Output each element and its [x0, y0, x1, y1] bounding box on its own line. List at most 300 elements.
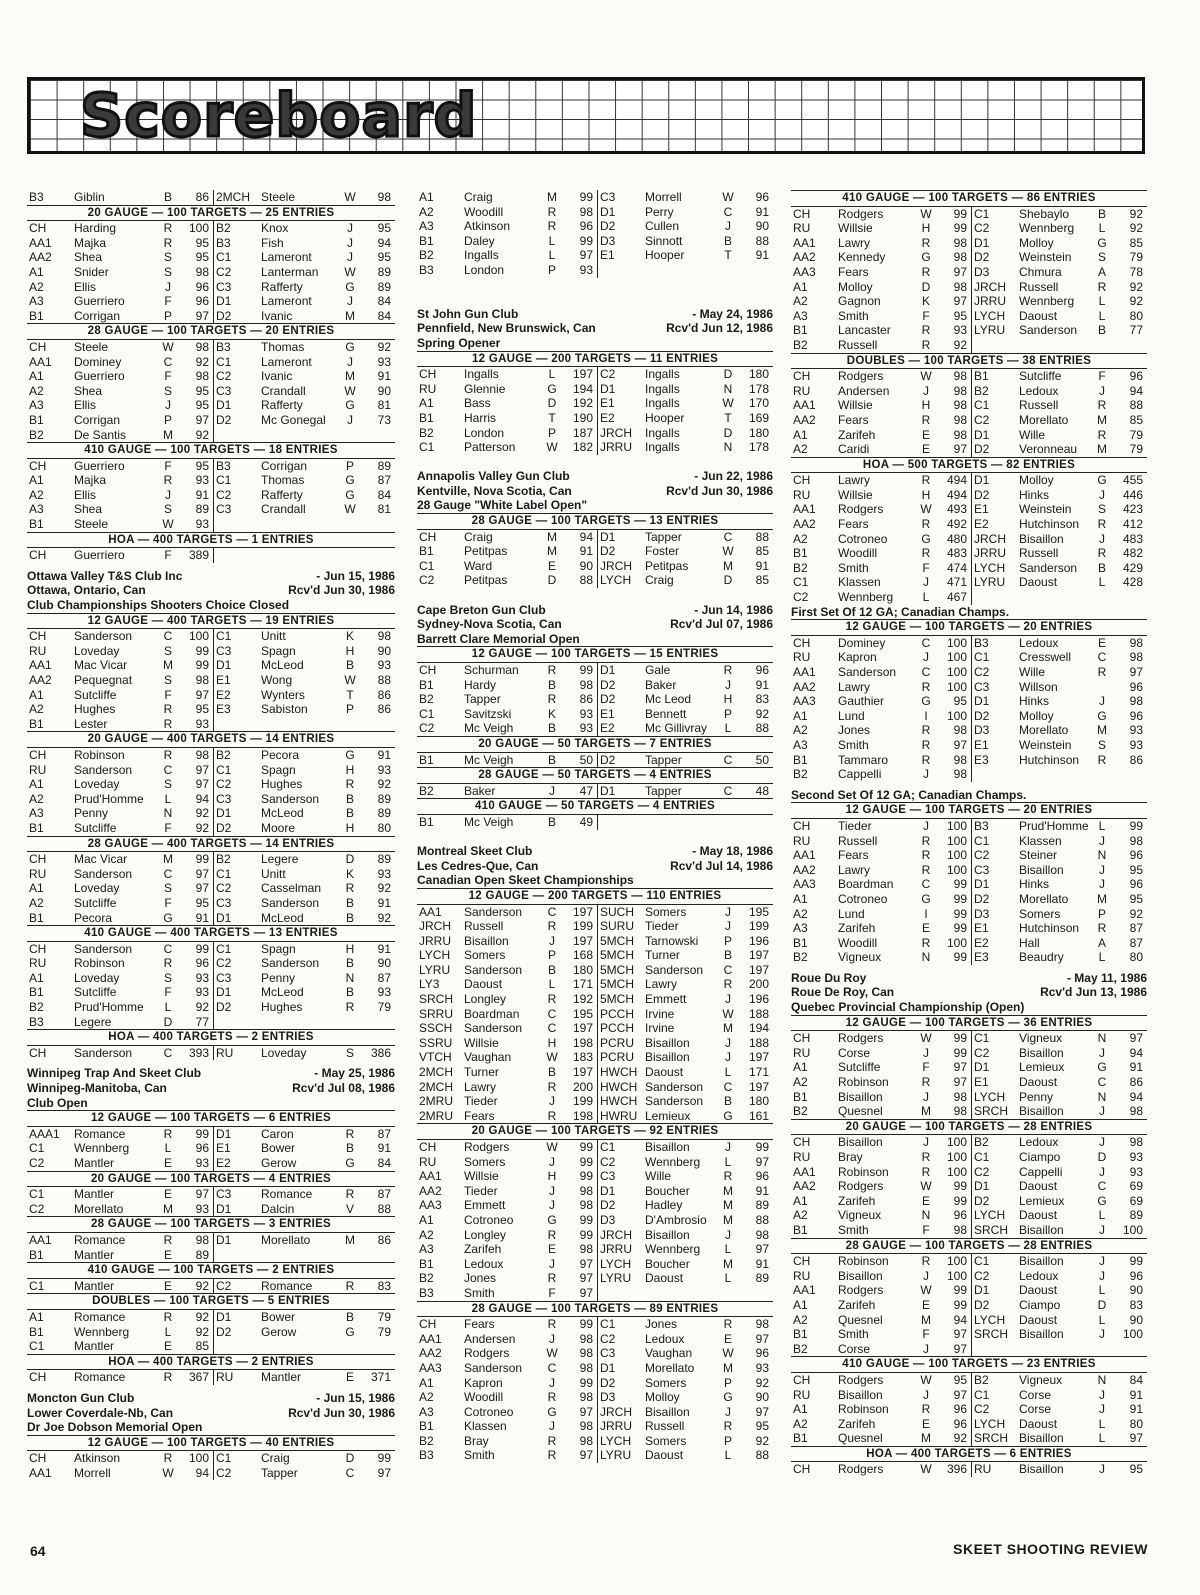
name-cell: Mac Vicar	[74, 658, 128, 673]
result-left	[27, 413, 214, 428]
grade-cell: H	[345, 762, 355, 777]
score-cell: 86	[377, 687, 391, 702]
name-cell: Weinstein	[1019, 737, 1072, 752]
result-right	[214, 911, 395, 926]
class-cell: SRRU	[419, 1006, 454, 1021]
result-right	[598, 1228, 773, 1243]
club-info-line	[27, 1420, 395, 1435]
club-info-right: Rcv'd Jul 07, 1986	[670, 617, 773, 632]
score-cell: 100	[946, 1268, 967, 1283]
name-cell: Bisaillon	[838, 1387, 883, 1402]
class-cell: RU	[793, 221, 811, 236]
score-cell: 171	[572, 977, 593, 992]
score-cell: 84	[377, 294, 391, 309]
class-cell: LYCH	[419, 948, 451, 963]
class-cell: PCCH	[600, 1006, 635, 1021]
class-cell: B3	[419, 1285, 434, 1300]
class-cell	[972, 338, 1019, 353]
score-cell: 100	[946, 708, 967, 723]
grade-cell: D	[723, 367, 733, 382]
result-right	[598, 1213, 773, 1228]
class-cell: AA2	[793, 862, 816, 877]
class-cell: E1	[974, 502, 989, 517]
score-cell: 99	[195, 658, 209, 673]
score-cell: 98	[1129, 694, 1143, 709]
grade-cell: J	[923, 1268, 929, 1283]
class-cell: RU	[216, 1045, 234, 1060]
result-left	[417, 1346, 598, 1361]
class-cell: B2	[793, 560, 808, 575]
grade-cell: J	[1099, 694, 1105, 709]
grade-cell: G	[921, 250, 931, 265]
name-cell: Boucher	[645, 1183, 690, 1198]
result-right	[972, 738, 1147, 753]
result-left	[417, 190, 598, 205]
class-cell: D3	[974, 906, 990, 921]
score-cell: 91	[755, 1256, 769, 1271]
name-cell: Steele	[74, 517, 109, 532]
class-cell: B1	[29, 716, 44, 731]
name-cell: Daoust	[1019, 1179, 1058, 1194]
result-row	[27, 1156, 395, 1171]
result-right	[972, 767, 1147, 782]
name-cell: Wennberg	[1019, 294, 1075, 309]
result-right	[972, 309, 1147, 324]
grade-cell: R	[345, 1187, 355, 1202]
class-cell: A2	[793, 1312, 808, 1327]
grade-cell: C	[163, 354, 173, 369]
result-left	[417, 1109, 598, 1124]
result-right	[972, 709, 1147, 724]
grade-cell: M	[723, 1212, 733, 1227]
score-cell	[1113, 1342, 1147, 1357]
score-cell: 199	[572, 1094, 593, 1109]
result-right	[214, 896, 395, 911]
grade-cell: N	[1097, 1031, 1107, 1046]
score-cell: 100	[946, 1150, 967, 1164]
grade-cell: G	[1097, 473, 1107, 488]
score-cell: 95	[195, 458, 209, 473]
result-right	[972, 1223, 1147, 1238]
score-cell: 91	[755, 677, 769, 692]
name-cell	[645, 815, 717, 830]
result-right	[214, 1248, 395, 1263]
name-cell: Dominey	[838, 635, 886, 650]
score-cell	[739, 263, 773, 278]
grade-cell: C	[547, 1360, 557, 1375]
result-left	[791, 767, 972, 782]
class-cell: A1	[793, 1402, 808, 1417]
result-right	[972, 950, 1147, 965]
result-row	[791, 1179, 1147, 1194]
result-right	[972, 1090, 1147, 1105]
name-cell: Robinson	[838, 1164, 889, 1179]
class-cell: A1	[419, 1375, 434, 1390]
class-cell: E1	[216, 673, 231, 687]
name-cell: Rodgers	[838, 1031, 884, 1046]
score-cell: 89	[377, 458, 391, 473]
name-cell: Romance	[74, 1126, 126, 1141]
result-row	[417, 573, 773, 588]
score-cell: 91	[755, 204, 769, 219]
grade-cell: G	[723, 1390, 733, 1405]
grade-cell: M	[1097, 891, 1107, 906]
name-cell: Smith	[838, 560, 869, 575]
name-cell: Tieder	[838, 818, 872, 833]
grade-cell: W	[722, 190, 734, 204]
class-cell: C2	[793, 590, 809, 605]
name-cell: Corse	[838, 1045, 871, 1060]
class-cell: A3	[793, 308, 808, 323]
name-cell: Chmura	[1019, 264, 1062, 279]
name-cell: Hadley	[645, 1198, 683, 1213]
score-cell: 199	[748, 919, 769, 934]
name-cell: Vaughan	[464, 1050, 512, 1065]
score-cell: 99	[195, 643, 209, 658]
result-right	[598, 905, 773, 920]
name-cell: Sanderson	[645, 1094, 704, 1109]
name-cell: Ingalls	[645, 367, 680, 382]
grade-cell: R	[547, 692, 557, 707]
name-cell: Daley	[464, 233, 495, 248]
grade-cell: F	[922, 308, 930, 323]
grade-cell: N	[723, 440, 733, 455]
score-cell: 98	[953, 250, 967, 265]
name-cell: Rodgers	[838, 502, 884, 517]
score-cell: 96	[953, 1416, 967, 1431]
class-cell: C1	[974, 206, 990, 221]
name-cell: Rodgers	[838, 1283, 884, 1298]
class-cell: JRCH	[600, 1404, 632, 1419]
result-left	[791, 384, 972, 399]
score-cell: 100	[946, 1254, 967, 1269]
grade-cell: H	[547, 1035, 557, 1050]
name-cell: Zarifeh	[838, 921, 876, 936]
score-cell: 98	[755, 1227, 769, 1242]
result-left	[791, 1313, 972, 1328]
score-cell: 99	[953, 891, 967, 906]
grade-cell	[1091, 1342, 1113, 1357]
result-row	[417, 1169, 773, 1184]
score-cell: 100	[946, 1164, 967, 1179]
name-cell: Spagn	[261, 762, 296, 777]
grade-cell: R	[921, 517, 931, 532]
name-cell: Vigneux	[1019, 1372, 1063, 1387]
result-right	[972, 575, 1147, 590]
result-left	[791, 1283, 972, 1298]
class-cell: B2	[419, 783, 434, 798]
score-cell: 97	[195, 687, 209, 702]
class-cell: AA2	[419, 1346, 442, 1361]
score-cell: 98	[953, 383, 967, 398]
score-cell: 97	[195, 777, 209, 792]
class-cell: D1	[974, 1060, 990, 1075]
score-cell: 99	[953, 206, 967, 221]
grade-cell: W	[344, 383, 356, 398]
name-cell: Molloy	[1019, 235, 1054, 250]
class-cell: JRRU	[600, 440, 632, 455]
name-cell: Steiner	[1019, 848, 1058, 863]
class-cell: B1	[29, 820, 44, 835]
score-cell: 197	[748, 948, 769, 963]
class-cell: C3	[216, 791, 232, 806]
class-cell: AA2	[29, 250, 52, 265]
class-cell: E2	[974, 935, 989, 950]
event-header: 28 GAUGE — 100 TARGETS — 13 ENTRIES	[417, 513, 773, 530]
class-cell: A3	[419, 1404, 434, 1419]
club-info-left: Barrett Clare Memorial Open	[417, 631, 580, 646]
score-cell: 98	[195, 673, 209, 687]
result-right	[972, 398, 1147, 413]
score-cell: 81	[377, 502, 391, 517]
score-cell: 87	[377, 1187, 391, 1202]
grade-cell: S	[1097, 250, 1106, 265]
name-cell: Hutchinson	[1019, 517, 1080, 532]
name-cell: Somers	[645, 1375, 687, 1390]
result-right	[598, 426, 773, 441]
score-cell: 98	[755, 1317, 769, 1332]
grade-cell: G	[1097, 1060, 1107, 1075]
name-cell: Sanderson	[261, 791, 320, 806]
name-cell: Russell	[1019, 398, 1059, 413]
class-cell: D2	[974, 708, 990, 723]
result-left	[791, 1327, 972, 1342]
score-cell: 89	[377, 264, 391, 279]
grade-cell: C	[163, 762, 173, 777]
score-cell: 99	[953, 1031, 967, 1046]
grade-cell: F	[548, 1285, 556, 1300]
result-right	[972, 236, 1147, 251]
class-cell: RU	[29, 643, 47, 658]
class-cell: LYRU	[600, 1448, 632, 1463]
event-header: 12 GAUGE — 100 TARGETS — 15 ENTRIES	[417, 646, 773, 663]
result-right	[214, 1279, 395, 1294]
class-cell	[598, 263, 645, 278]
class-cell: C1	[216, 354, 232, 369]
class-cell: C1	[600, 1317, 616, 1332]
score-cell: 88	[755, 1212, 769, 1227]
class-cell: B3	[29, 1014, 44, 1029]
class-cell: D2	[216, 308, 232, 323]
grade-cell: P	[723, 706, 732, 721]
class-cell: A3	[793, 737, 808, 752]
score-cell: 50	[755, 752, 769, 767]
result-right	[598, 1140, 773, 1155]
score-cell: 93	[1129, 1150, 1143, 1164]
grade-cell: W	[162, 517, 174, 532]
class-cell	[972, 767, 1019, 782]
name-cell: Cotroneo	[464, 1404, 514, 1419]
score-cell: 92	[1129, 221, 1143, 236]
class-cell: A1	[419, 1212, 434, 1227]
grade-cell: B	[1097, 206, 1106, 221]
class-cell: CH	[793, 1031, 811, 1046]
class-cell: A3	[29, 398, 44, 413]
result-right	[598, 1405, 773, 1420]
name-cell: Lawry	[838, 473, 871, 488]
score-cell: 367	[188, 1370, 209, 1385]
name-cell: Bass	[464, 396, 491, 411]
score-cell	[361, 517, 395, 532]
result-left	[791, 265, 972, 280]
result-right	[972, 517, 1147, 532]
result-left	[791, 1075, 972, 1090]
score-cell: 91	[377, 747, 391, 762]
result-left	[791, 1046, 972, 1061]
grade-cell: M	[723, 1198, 733, 1213]
result-left	[27, 911, 214, 926]
name-cell: Penny	[1019, 1089, 1054, 1104]
grade-cell: L	[164, 1324, 172, 1339]
grade-cell: E	[921, 427, 930, 442]
grade-cell: J	[1099, 531, 1105, 546]
class-cell: PCCH	[600, 1021, 635, 1036]
name-cell: Boardman	[464, 1006, 520, 1021]
class-cell: JRCH	[600, 425, 632, 440]
score-cell: 97	[377, 1465, 391, 1480]
grade-cell	[339, 548, 361, 563]
result-row	[417, 1050, 773, 1065]
grade-cell: S	[163, 881, 172, 896]
result-right	[598, 1021, 773, 1036]
name-cell: Lameront	[261, 250, 312, 265]
score-cell: 97	[755, 1242, 769, 1257]
score-cell: 94	[377, 235, 391, 250]
result-right	[598, 1198, 773, 1213]
name-cell: Tieder	[464, 1094, 498, 1109]
score-cell: 86	[579, 692, 593, 707]
club-info-left: Lower Coverdale-Nb, Can	[27, 1405, 174, 1420]
class-cell: C2	[216, 264, 232, 279]
result-left	[791, 892, 972, 907]
score-cell: 92	[755, 1375, 769, 1390]
score-cell: 99	[579, 233, 593, 248]
grade-cell: L	[724, 1448, 732, 1463]
score-cell: 77	[195, 1014, 209, 1029]
grade-cell: R	[723, 977, 733, 992]
result-right	[214, 956, 395, 971]
result-row	[417, 1448, 773, 1463]
score-cell: 197	[572, 1021, 593, 1036]
result-right	[214, 221, 395, 236]
class-cell: C1	[974, 650, 990, 665]
grade-cell: R	[921, 264, 931, 279]
score-cell: 84	[1129, 1372, 1143, 1387]
name-cell: Shea	[74, 250, 103, 265]
score-cell: 87	[377, 1126, 391, 1141]
score-cell: 93	[195, 473, 209, 488]
grade-cell	[1091, 590, 1113, 605]
grade-cell: L	[922, 590, 930, 605]
score-cell	[739, 1286, 773, 1301]
class-cell: AA3	[419, 1360, 442, 1375]
grade-cell: E	[921, 921, 930, 936]
class-cell	[214, 428, 261, 443]
class-cell: JRCH	[419, 919, 451, 934]
result-left	[27, 942, 214, 957]
result-left	[791, 950, 972, 965]
score-cell: 190	[572, 410, 593, 425]
score-cell	[739, 815, 773, 830]
result-row	[27, 548, 395, 563]
result-row	[791, 1104, 1147, 1119]
result-row	[791, 1269, 1147, 1284]
name-cell: Sutcliffe	[838, 1060, 881, 1075]
name-cell: Smith	[838, 308, 869, 323]
grade-cell: R	[921, 473, 931, 488]
name-cell: Cotroneo	[838, 531, 888, 546]
class-cell: JRRU	[974, 546, 1006, 561]
class-cell: LYCH	[974, 308, 1006, 323]
name-cell: Bower	[261, 1141, 296, 1156]
name-cell: Guerriero	[74, 458, 125, 473]
grade-cell	[339, 1015, 361, 1030]
result-row	[791, 207, 1147, 222]
result-right	[214, 1310, 395, 1325]
name-cell: Quesnel	[838, 1104, 883, 1119]
result-left	[791, 1269, 972, 1284]
grade-cell: J	[725, 1035, 731, 1050]
result-right	[598, 1065, 773, 1080]
grade-cell: J	[923, 575, 929, 590]
result-right	[214, 763, 395, 778]
grade-cell: R	[921, 337, 931, 352]
name-cell	[261, 517, 339, 532]
result-right	[972, 1431, 1147, 1446]
class-cell: CH	[29, 339, 47, 354]
class-cell: CH	[29, 1451, 47, 1466]
result-right	[972, 546, 1147, 561]
class-cell: C1	[29, 1141, 45, 1156]
score-cell: 90	[1129, 1283, 1143, 1298]
class-cell: C3	[974, 862, 990, 877]
grade-cell: S	[163, 502, 172, 517]
club-info-line	[417, 484, 773, 499]
grade-cell	[717, 263, 739, 278]
class-cell: A2	[29, 702, 44, 717]
club-info-left: Roue De Roy, Can	[791, 985, 895, 1000]
result-right	[214, 294, 395, 309]
score-cell: 180	[748, 367, 769, 382]
name-cell: Romance	[261, 1187, 313, 1202]
class-cell: D3	[600, 1212, 616, 1227]
result-right	[598, 948, 773, 963]
result-right	[972, 1342, 1147, 1357]
class-cell: A3	[419, 1242, 434, 1257]
result-right	[972, 207, 1147, 222]
grade-cell: G	[345, 279, 355, 294]
grade-cell: G	[921, 694, 931, 709]
grade-cell: J	[1099, 487, 1105, 502]
name-cell: Gerow	[261, 1156, 297, 1170]
score-cell: 196	[748, 992, 769, 1007]
result-row	[791, 1373, 1147, 1388]
result-left	[417, 1257, 598, 1272]
class-cell: E1	[600, 396, 615, 411]
name-cell: Corrigan	[74, 308, 121, 323]
grade-cell: R	[921, 235, 931, 250]
class-cell: 2MRU	[419, 1108, 454, 1123]
result-row	[27, 852, 395, 867]
name-cell: Sanderson	[464, 904, 523, 919]
score-cell: 455	[1122, 473, 1143, 488]
name-cell: Fears	[838, 517, 869, 532]
grade-cell: D	[1097, 1297, 1107, 1312]
result-left	[417, 948, 598, 963]
result-right	[972, 848, 1147, 863]
score-cell: 95	[1129, 891, 1143, 906]
result-row	[417, 784, 773, 799]
